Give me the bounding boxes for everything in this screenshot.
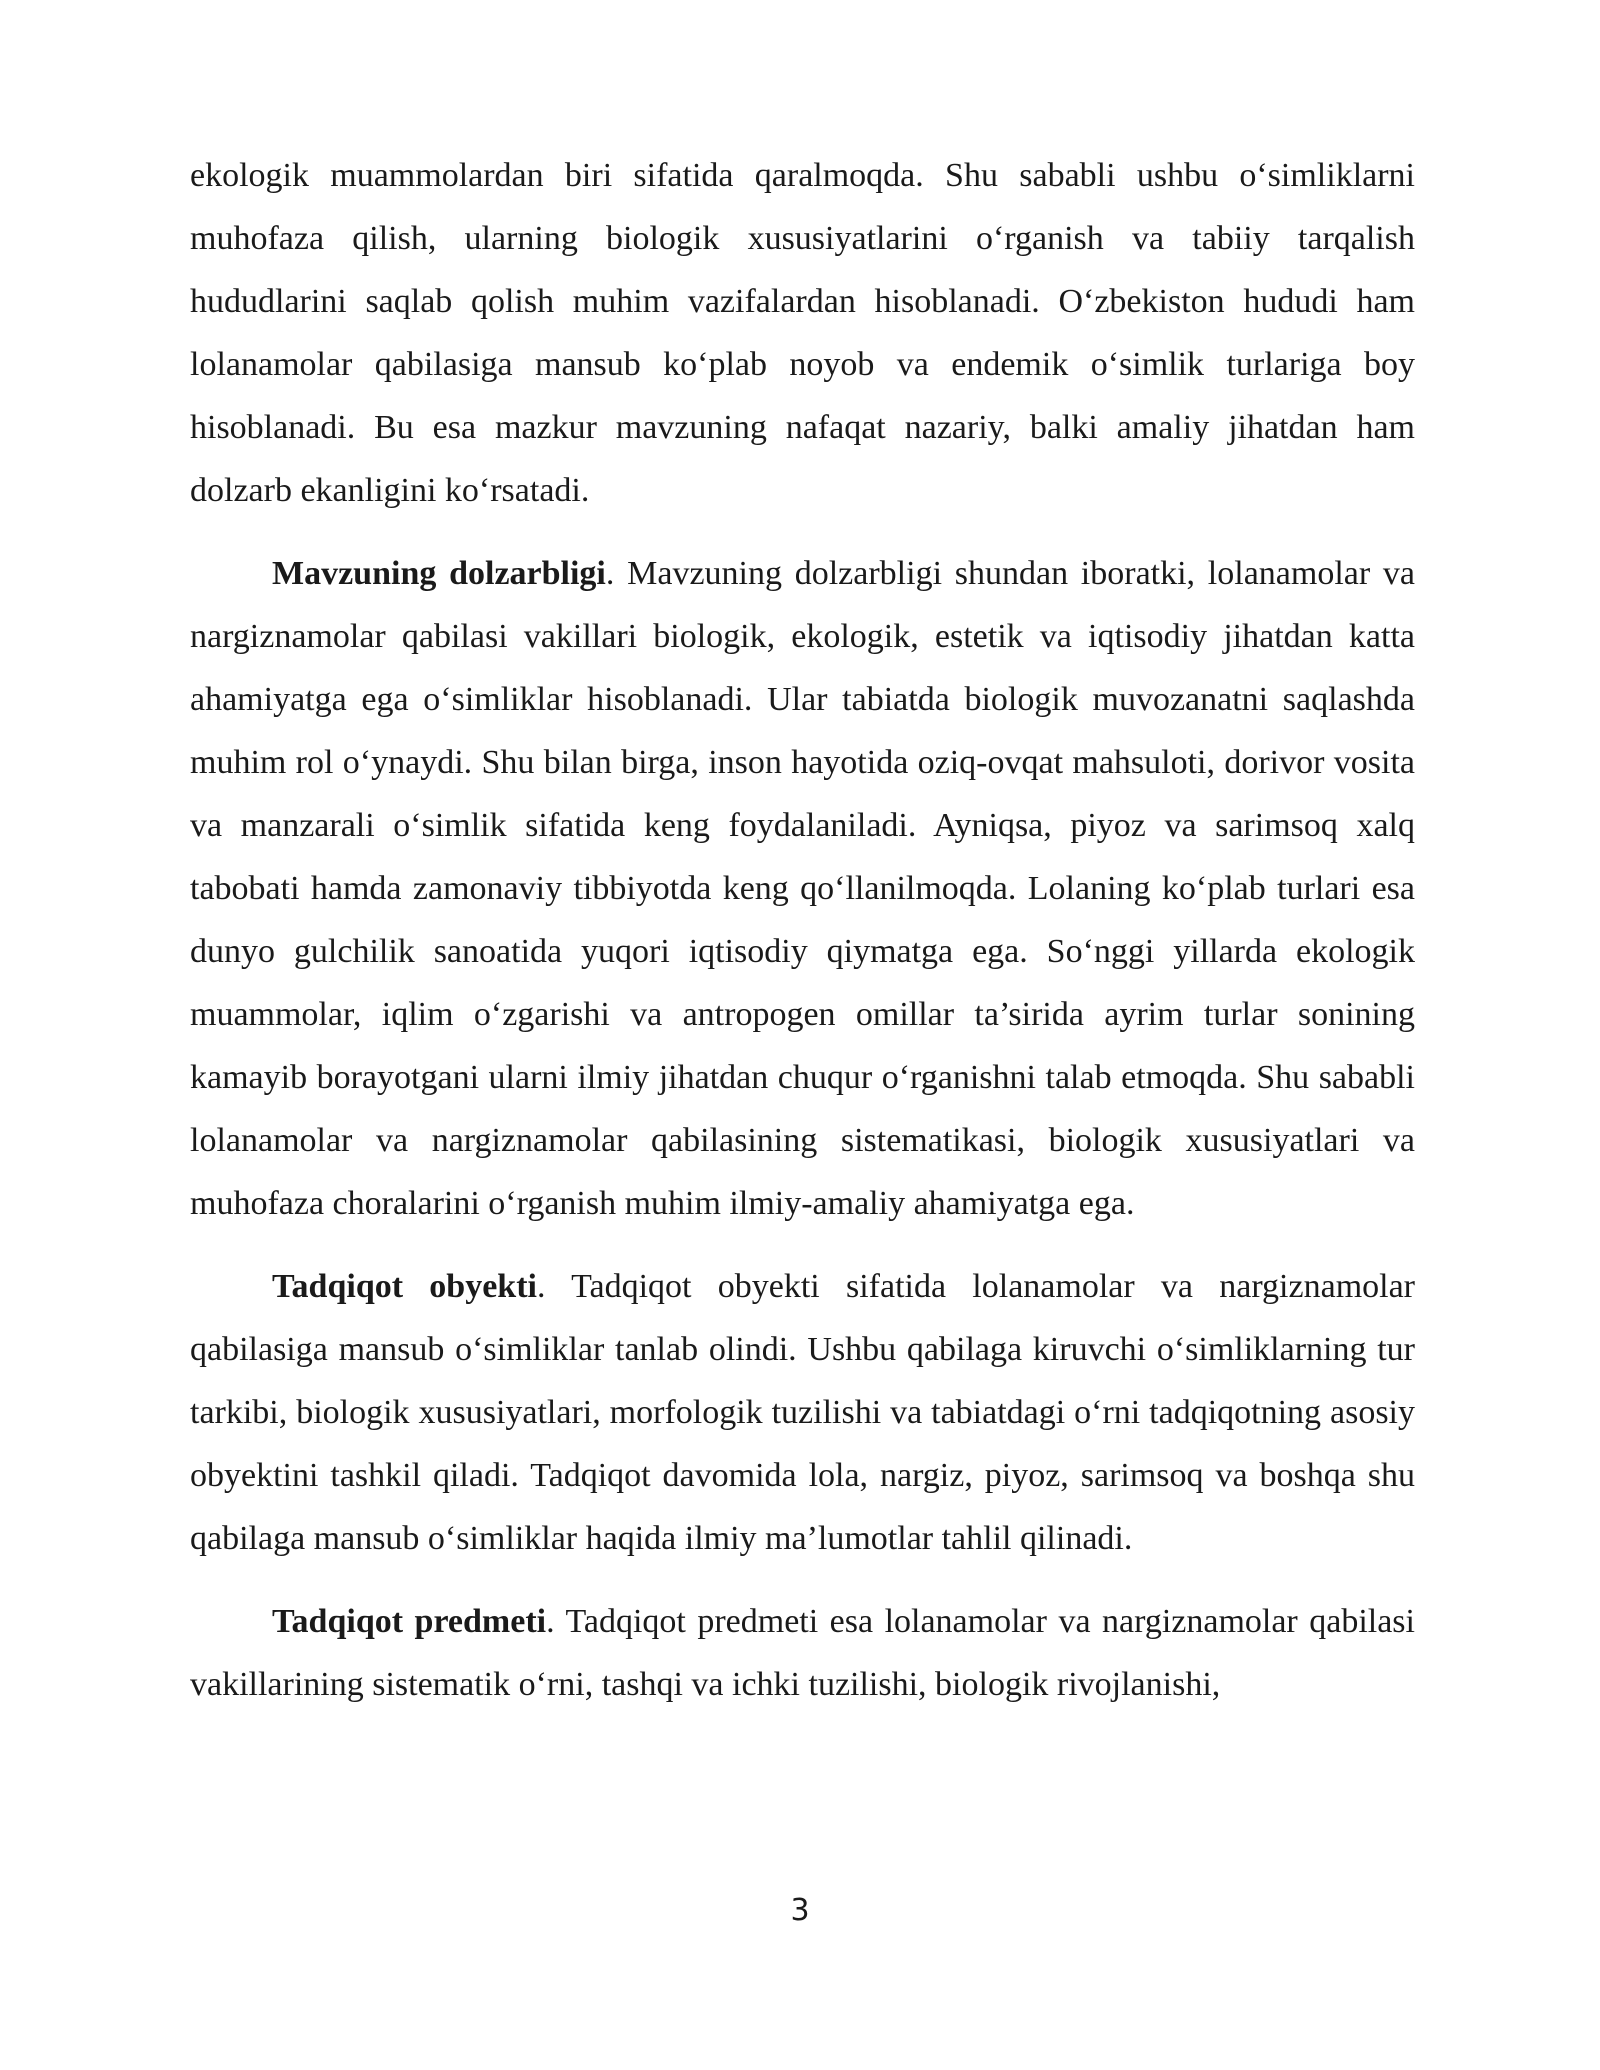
paragraph-heading: Tadqiqot predmeti	[272, 1603, 547, 1640]
paragraph-text: ekologik muammolardan biri sifatida qaralmoqda. Shu sababli ushbu o‘simliklarni muhofaza qilish, ularning biologik xususiyatlarini o‘rganish va tabiiy tarqalish hududlarini saqlab qolish muhim vazifalardan hisoblanadi. O‘zbekiston hududi ham lolanamolar qabilasiga mansub ko‘plab noyob va endemik o‘simlik turlariga boy hisoblanadi. Bu esa mazkur mavzuning nafaqat nazariy, balki amaliy jihatdan ham dolzarb ekanligini ko‘rsatadi.	[190, 157, 1415, 509]
paragraph-heading: Tadqiqot obyekti	[272, 1268, 537, 1305]
paragraph-topic-relevance	[190, 542, 1415, 1235]
paragraph-research-object	[190, 1255, 1415, 1570]
paragraph-text: . Tadqiqot predmeti esa lolanamolar va nargiznamolar qabilasi vakillarining sistematik o‘rni, tashqi va ichki tuzilishi, biologik rivojlanishi,	[190, 1603, 1415, 1703]
paragraph-continuation	[190, 144, 1415, 522]
paragraph-text: . Mavzuning dolzarbligi shundan iboratki, lolanamolar va nargiznamolar qabilasi vakillari biologik, ekologik, estetik va iqtisodiy jihatdan katta ahamiyatga ega o‘simliklar hisoblanadi. Ular tabiatda biologik muvozanatni saqlashda muhim rol o‘ynaydi. Shu bilan birga, inson hayotida oziq-ovqat mahsuloti, dorivor vosita va manzarali o‘simlik sifatida keng foydalaniladi. Ayniqsa, piyoz va sarimsoq xalq tabobati hamda zamonaviy tibbiyotda keng qo‘llanilmoqda. Lolaning ko‘plab turlari esa dunyo gulchilik sanoatida yuqori iqtisodiy qiymatga ega. So‘nggi yillarda ekologik muammolar, iqlim o‘zgarishi va antropogen omillar ta’sirida ayrim turlar sonining kamayib borayotgani ularni ilmiy jihatdan chuqur o‘rganishni talab etmoqda. Shu sababli lolanamolar va nargiznamolar qabilasining sistematikasi, biologik xususiyatlari va muhofaza choralarini o‘rganish muhim ilmiy-amaliy ahamiyatga ega.	[190, 555, 1416, 1222]
paragraph-text: . Tadqiqot obyekti sifatida lolanamolar va nargiznamolar qabilasiga mansub o‘simliklar tanlab olindi. Ushbu qabilaga kiruvchi o‘simliklarning tur tarkibi, biologik xususiyatlari, morfologik tuzilishi va tabiatdagi o‘rni tadqiqotning asosiy obyektini tashkil qiladi. Tadqiqot davomida lola, nargiz, piyoz, sarimsoq va boshqa shu qabilaga mansub o‘simliklar haqida ilmiy ma’lumotlar tahlil qilinadi.	[190, 1268, 1415, 1557]
page-number: 3	[790, 1893, 810, 1928]
paragraph-heading: Mavzuning dolzarbligi	[272, 555, 606, 592]
paragraph-research-subject	[190, 1590, 1415, 1716]
document-body	[190, 144, 1415, 1716]
